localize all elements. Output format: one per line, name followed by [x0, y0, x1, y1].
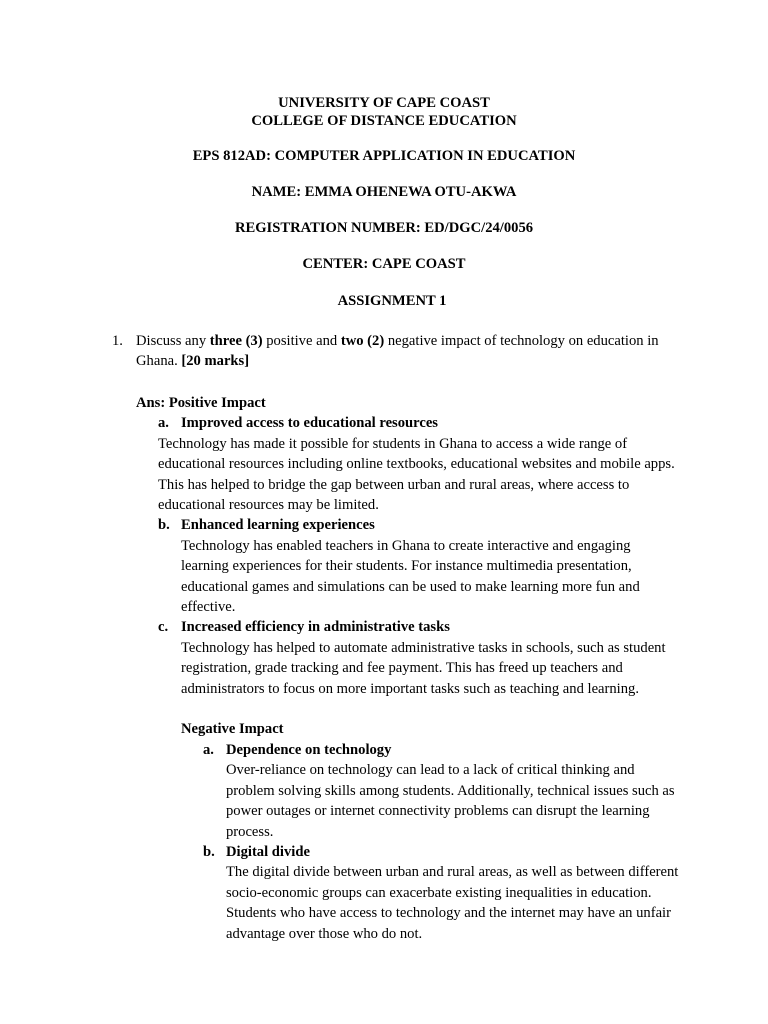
answer-heading: Ans: Positive Impact: [136, 395, 266, 411]
question-marks: [20 marks]: [181, 353, 250, 370]
item-letter: b.: [203, 843, 215, 860]
item-body: Technology has helped to automate administrative tasks in schools, such as student registration, grade tracking and fee payment. This has freed up teachers and administrators to focus on more important tasks such as teaching and learning.: [181, 639, 666, 697]
student-name: NAME: EMMA OHENEWA OTU-AKWA: [251, 184, 517, 200]
question-number: 1.: [112, 333, 123, 349]
item-title-text: Dependence on technology: [226, 741, 392, 758]
item-body: Over-reliance on technology can lead to a lack of critical thinking and problem solving skills among students. Additionally, technical issues such as power outages or internet connectivity problems can disrupt the learning process.: [226, 762, 675, 840]
negative-impact-section: [181, 719, 682, 943]
negative-impact-list: [203, 740, 682, 944]
positive-impact-list: [158, 413, 682, 699]
item-letter: a.: [158, 415, 169, 432]
item-body: Technology has made it possible for students in Ghana to access a wide range of educational resources including online textbooks, educational websites and mobile apps. This has helped to bridge the gap between urban and rural areas, where access to educational resources may be limited.: [158, 435, 675, 514]
college-title: COLLEGE OF DISTANCE EDUCATION: [251, 113, 517, 129]
list-item: [158, 617, 682, 699]
item-title-text: Digital divide: [226, 843, 310, 860]
item-title: [158, 413, 682, 433]
answer-section: [136, 393, 682, 944]
item-letter: a.: [203, 741, 214, 758]
question-text-part3: negative impact of technology on education in Ghana.: [136, 333, 659, 370]
question-text-part1: Discuss any: [136, 333, 210, 349]
question-1: [112, 331, 682, 372]
question-text: [136, 331, 682, 372]
item-body: The digital divide between urban and rural areas, as well as between different socio-economic groups can exacerbate existing inequalities in education. Students who have access to technology and the internet may have an unfair advantage over those who do not.: [226, 864, 679, 942]
list-item: [203, 842, 682, 944]
list-item: [158, 413, 682, 515]
assignment-title: ASSIGNMENT 1: [337, 293, 447, 309]
item-title-text: Enhanced learning experiences: [181, 517, 375, 534]
university-title: UNIVERSITY OF CAPE COAST: [278, 95, 490, 111]
item-title: [158, 617, 682, 637]
item-letter: c.: [158, 619, 169, 636]
item-title: [158, 515, 682, 535]
question-text-bold2: two (2): [340, 333, 385, 349]
item-title: [203, 740, 682, 760]
item-letter: b.: [158, 517, 170, 534]
item-body: Technology has enabled teachers in Ghana to create interactive and engaging learning experiences for their students. For instance multimedia presentation, educational games and simulations can be used to make learning more fun and effective.: [181, 537, 640, 616]
course-title: EPS 812AD: COMPUTER APPLICATION IN EDUCATION: [192, 148, 576, 164]
item-title-text: Improved access to educational resources: [181, 415, 438, 432]
item-title-text: Increased efficiency in administrative tasks: [181, 619, 450, 636]
center-name: CENTER: CAPE COAST: [302, 256, 466, 272]
negative-impact-heading: Negative Impact: [181, 721, 284, 738]
registration-number: REGISTRATION NUMBER: ED/DGC/24/0056: [234, 220, 534, 236]
list-item: [158, 515, 682, 617]
question-text-part2: positive and: [262, 333, 341, 349]
list-item: [203, 740, 682, 842]
question-text-bold1: three (3): [209, 333, 263, 349]
item-title: [203, 842, 682, 862]
